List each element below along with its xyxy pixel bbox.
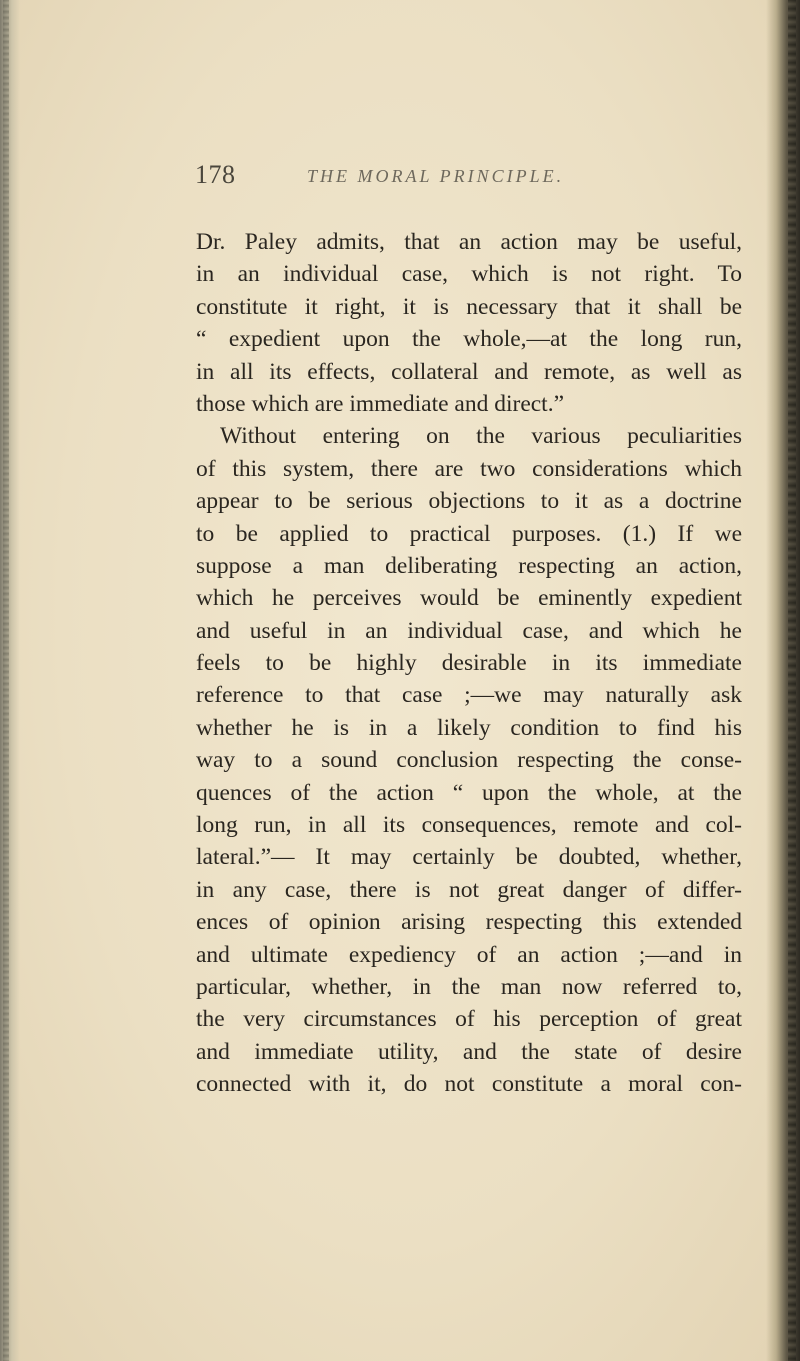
text-line: constitute it right, it is necessary that it shall be (196, 293, 742, 320)
text-line: particular, whether, in the man now referred to, (196, 973, 742, 1000)
text-line: and ultimate expediency of an action ;—and in (196, 941, 742, 968)
text-line: long run, in all its consequences, remote and col- (196, 812, 742, 839)
text-line: to be applied to practical purposes. (1.) If we (196, 520, 742, 547)
text-line: and useful in an individual case, and which he (196, 617, 742, 644)
text-line: those which are immediate and direct.” (196, 390, 565, 417)
text-line: which he perceives would be eminently expedient (196, 585, 742, 612)
text-line: way to a sound conclusion respecting the conse- (196, 747, 742, 774)
text-line: feels to be highly desirable in its immediate (196, 650, 742, 677)
text-line: in any case, there is not great danger of differ- (196, 876, 742, 903)
text-line: quences of the action “ upon the whole, at the (196, 779, 742, 806)
page-header (195, 160, 755, 196)
text-line: the very circumstances of his perception of great (196, 1006, 742, 1033)
text-line: in all its effects, collateral and remote, as well as (196, 358, 742, 385)
binding-edge-shadow (0, 0, 20, 1361)
running-title: THE MORAL PRINCIPLE. (307, 166, 565, 186)
page-number: 178 (195, 160, 236, 189)
text-line: Without entering on the various peculiarities (220, 423, 742, 450)
text-line: Dr. Paley admits, that an action may be useful, (196, 229, 742, 255)
page-edge-shadow (766, 0, 800, 1361)
text-line: appear to be serious objections to it as a doctrine (196, 488, 742, 515)
text-line: suppose a man deliberating respecting an action, (196, 552, 742, 579)
text-line: connected with it, do not constitute a moral con- (196, 1071, 742, 1098)
text-line: in an individual case, which is not right. To (196, 261, 742, 288)
text-line: and immediate utility, and the state of desire (196, 1038, 742, 1065)
text-line: whether he is in a likely condition to find his (196, 714, 742, 741)
body-text (196, 226, 742, 1101)
text-line: reference to that case ;—we may naturally ask (196, 682, 742, 709)
text-line: “ expedient upon the whole,—at the long run, (196, 326, 742, 353)
text-line: of this system, there are two considerations which (196, 455, 742, 482)
text-line: ences of opinion arising respecting this extended (196, 909, 742, 936)
text-line: lateral.”— It may certainly be doubted, whether, (196, 844, 742, 871)
